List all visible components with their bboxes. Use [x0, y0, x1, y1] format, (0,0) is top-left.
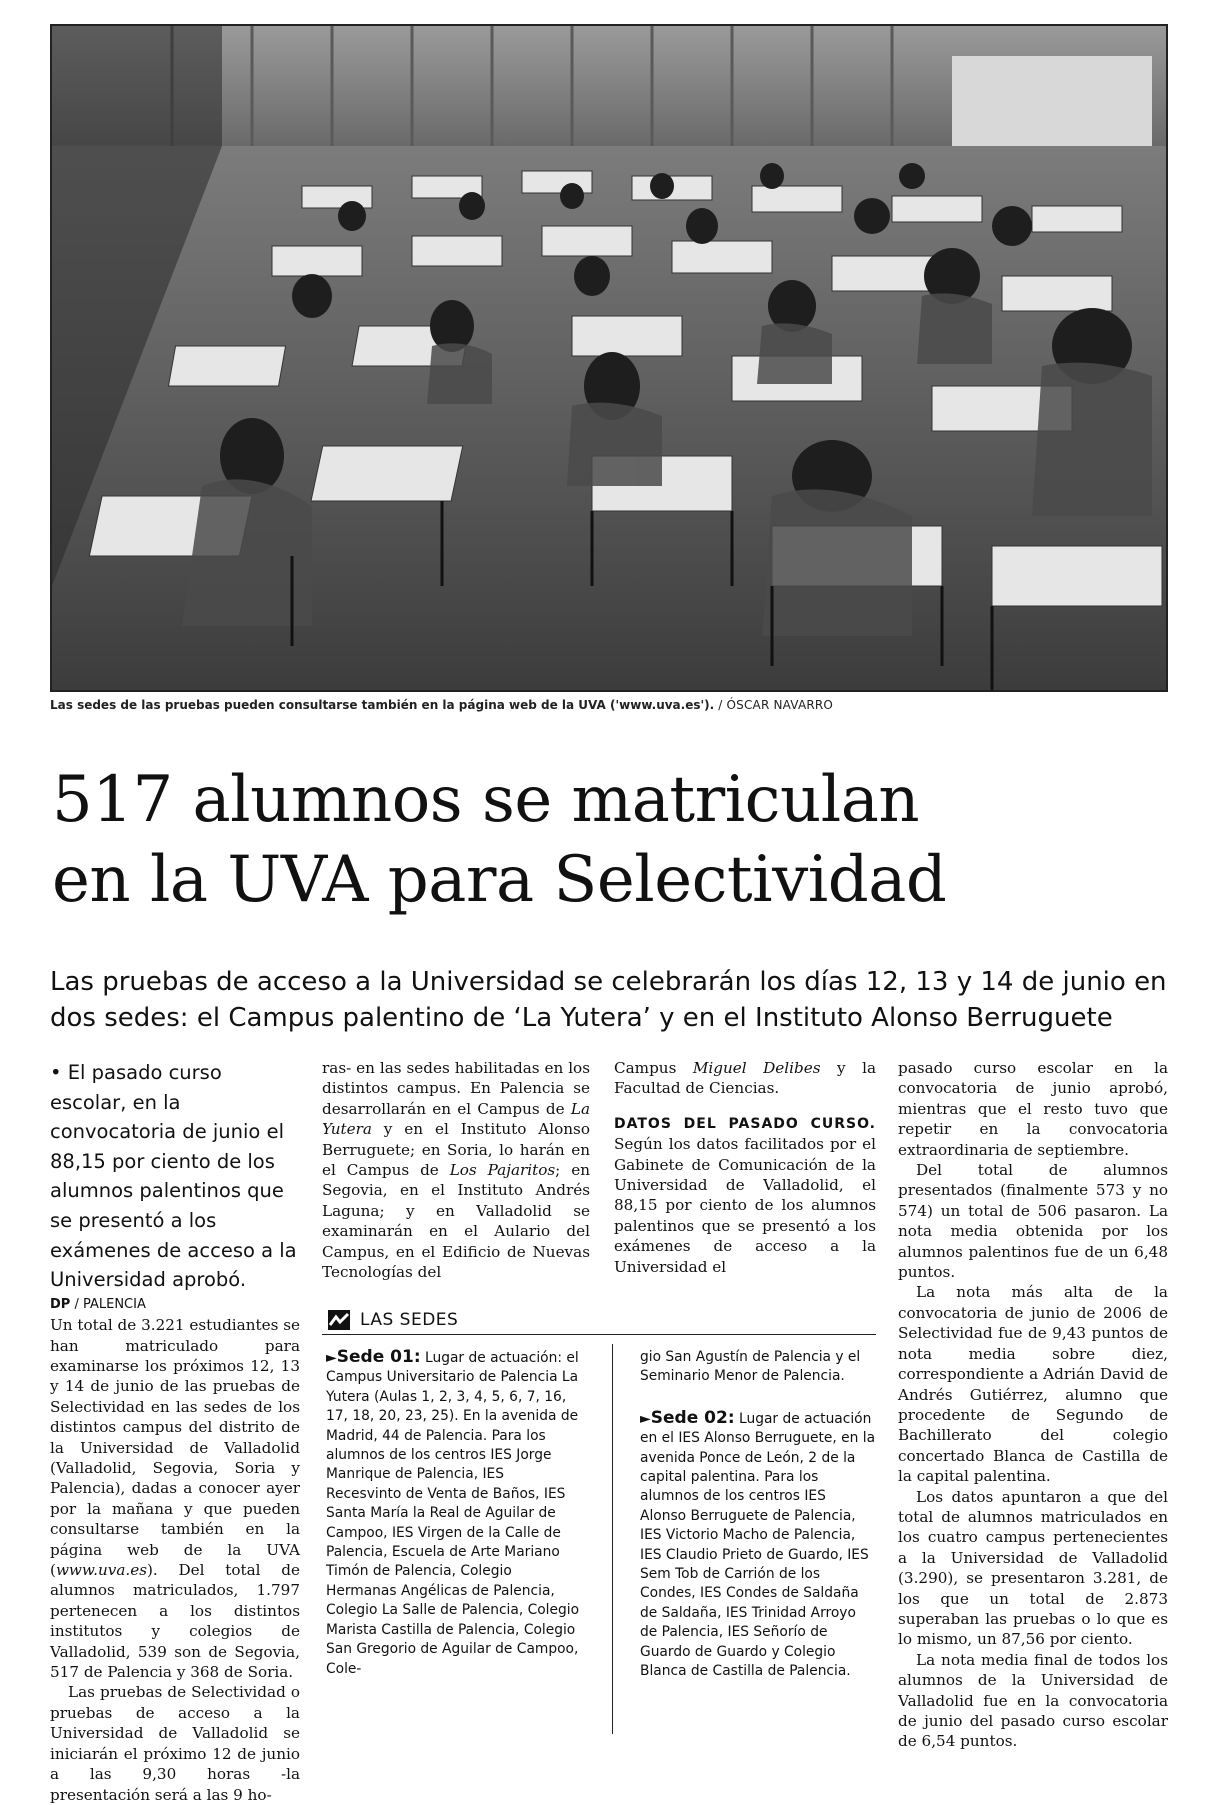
col3-paragraph-1 — [614, 1058, 876, 1099]
triangle-icon: ► — [326, 1350, 337, 1366]
headline-line-1: 517 alumnos se matriculan — [52, 763, 920, 837]
sede-01-label: Sede 01: — [336, 1347, 421, 1367]
col3-paragraph-2 — [614, 1113, 876, 1277]
photo-illustration — [52, 26, 1166, 690]
miguel-delibes-italic: Miguel Delibes — [692, 1059, 821, 1077]
las-sedes-box — [322, 1306, 876, 1736]
col3-text-b: y la Facultad de Ciencias. — [614, 1059, 876, 1098]
sede-02-label: Sede 02: — [650, 1407, 735, 1428]
col4-paragraph-4: Los datos apuntaron a que del total de alumnos matriculados en los cuatro campus pertenecientes a la Universidad de Valladolid (3.290), se presentaron 3.281, de los que un total de 2.873 superaban las pruebas o lo que es lo mismo, un 87,56 por ciento. — [898, 1487, 1168, 1649]
byline — [50, 1295, 300, 1315]
caption-text: Las sedes de las pruebas pueden consultarse también en la página web de la UVA ('www.uva.es'). — [50, 698, 715, 712]
sede-01-continuation: gio San Agustín de Palencia y el Seminario Menor de Palencia. — [640, 1349, 861, 1385]
zigzag-icon — [328, 1310, 350, 1330]
subheadline: Las pruebas de acceso a la Universidad se celebrarán los días 12, 13 y 14 de junio en dos sedes: el Campus palentino de ‘La Yutera’ y en el Instituto Alonso Berruguete — [50, 967, 1167, 1033]
column-4 — [898, 1058, 1168, 1752]
triangle-icon: ► — [640, 1410, 651, 1427]
column-3 — [614, 1058, 876, 1277]
col4-paragraph-1: pasado curso escolar en la convocatoria de junio aprobó, mientras que el resto tuvo que repetir en la convocatoria extraordinaria de septiembre. — [898, 1059, 1168, 1159]
col4-paragraph-3: La nota más alta de la convocatoria de junio de 2006 de Selectividad fue de 9,43 puntos de nota media sobre diez, correspondiente a Adrián David de Andrés Gutiérrez, alumno que procedente de Segundo de Bachillerato del colegio concertado Blanca de Castilla de la capital palentina. — [898, 1283, 1168, 1486]
col4-paragraph-2: Del total de alumnos presentados (finalmente 573 y no 574) un total de 506 pasaron. La nota media obtenida por los alumnos palentinos fue de un 6,48 puntos. — [898, 1161, 1168, 1282]
byline-agency: DP — [50, 1296, 71, 1312]
box-divider — [612, 1344, 613, 1734]
sede-01-column — [326, 1348, 582, 1679]
box-header — [322, 1306, 876, 1335]
photo-caption — [50, 698, 833, 712]
column-1 — [50, 1058, 300, 1805]
col2-text-a: ras- en las sedes habilitadas en los distintos campus. En Palencia se desarrollarán en el Campus de — [322, 1059, 590, 1118]
col4-paragraph-5: La nota media final de todos los alumnos de la Universidad de Valladolid fue en la convocatoria de junio del pasado curso escolar de 6,54 puntos. — [898, 1650, 1168, 1751]
headline-line-2: en la UVA para Selectividad — [52, 843, 947, 917]
exam-hall-photo — [50, 24, 1168, 692]
col2-text-c: ; en Segovia, en el Instituto Andrés Laguna; y en Valladolid se examinarán en el Aulario del Campus, en el Edificio de Nuevas Tecnologías del — [322, 1161, 590, 1282]
section-subhead: DATOS DEL PASADO CURSO. — [614, 1115, 876, 1132]
col3-text-a: Campus — [614, 1059, 693, 1077]
uva-url: www.uva.es — [55, 1561, 147, 1580]
col2-text-b: y en el Instituto Alonso Berruguete; en Soria, lo harán en el Campus de — [322, 1120, 590, 1180]
sede-02-column — [640, 1348, 876, 1682]
byline-place: / PALENCIA — [70, 1296, 146, 1312]
col1-paragraph-2: Las pruebas de Selectividad o pruebas de acceso a la Universidad de Valladolid se iniciarán el próximo 12 de junio a las 9,30 horas -la presentación será a las 9 ho- — [50, 1683, 300, 1804]
col1-p1-text-end: ). Del total de alumnos matriculados, 1.797 pertenecen a los distintos institutos y colegios de Valladolid, 539 son de Segovia, 517 de Palencia y 368 de Soria. — [50, 1561, 300, 1682]
col2-paragraph-1 — [322, 1058, 590, 1282]
lede-summary: • El pasado curso escolar, en la convocatoria de junio el 88,15 por ciento de los alumnos palentinos que se presentó a los exámenes de acceso a la Universidad aprobó. — [50, 1061, 297, 1292]
box-title: LAS SEDES — [360, 1310, 459, 1330]
la-yutera-italic: La Yutera — [322, 1099, 590, 1139]
col1-paragraph-1 — [50, 1315, 300, 1682]
photo-credit: / ÓSCAR NAVARRO — [714, 698, 834, 712]
los-pajaritos-italic: Los Pajaritos — [449, 1161, 556, 1180]
col1-p1-text: Un total de 3.221 estudiantes se han matriculado para examinarse los próximos 12, 13 y 14 de junio de las pruebas de Selectividad en las sedes de los distintos campus del distrito de la Universidad de Valladolid (Valladolid, Segovia, Soria y Palencia), dadas a conocer ayer por la mañana y que pueden consultarse también en la página web de la UVA ( — [50, 1316, 300, 1580]
column-2 — [322, 1058, 590, 1282]
sede-01-text: Lugar de actuación: el Campus Universitario de Palencia La Yutera (Aulas 1, 2, 3, 4, 5, 6, 7, 16, 17, 18, 20, 23, 25). En la avenida de Madrid, 44 de Palencia. Para los alumnos de los centros IES Jorge Manrique de Palencia, IES Recesvinto de Venta de Baños, IES Santa María la Real de Aguilar de Campoo, IES Virgen de la Calle de Palencia, Escuela de Arte Mariano Timón de Palencia, Colegio Hermanas Angélicas de Palencia, Colegio La Salle de Palencia, Colegio Marista Castilla de Palencia, Colegio San Gregorio de Aguilar de Campoo, Cole- — [326, 1350, 580, 1677]
headline — [52, 760, 1152, 920]
sede-02-text: Lugar de actuación en el IES Alonso Berruguete, en la avenida Ponce de León, 2 de la capital palentina. Para los alumnos de los centros IES Alonso Berruguete de Palencia, IES Victorio Macho de Palencia, IES Claudio Prieto de Guardo, IES Sem Tob de Carrión de los Condes, IES Condes de Saldaña de Saldaña, IES Trinidad Arroyo de Palencia, IES Señorío de Guardo de Guardo y Colegio Blanca de Castilla de Palencia. — [640, 1410, 876, 1680]
col3-p2-text: Según los datos facilitados por el Gabinete de Comunicación de la Universidad de Valladolid, el 88,15 por ciento de los alumnos palentinos que se presentó a los exámenes de acceso a la Universidad el — [614, 1135, 876, 1276]
